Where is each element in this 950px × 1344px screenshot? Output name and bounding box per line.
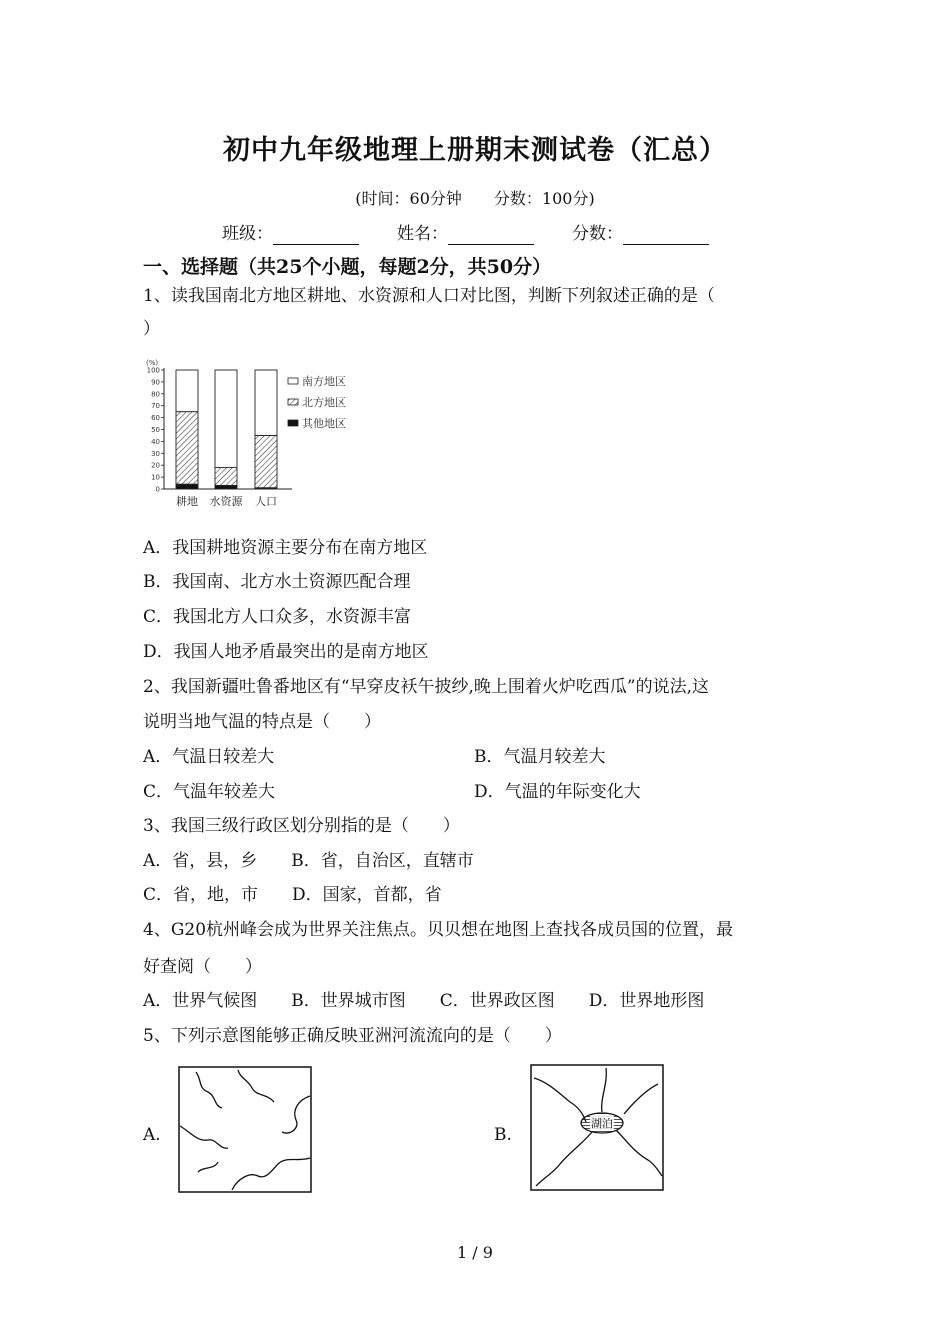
section-title-choice: 一、选择题（共25个小题，每题2分，共50分） <box>143 256 552 278</box>
map-a-river-3 <box>282 1096 310 1133</box>
chart-y-tick-label: 80 <box>151 390 160 399</box>
comparison-bar-chart <box>142 354 372 514</box>
q2-option-c[interactable]: C．气温年较差大 <box>143 782 276 802</box>
chart-svg <box>142 354 372 514</box>
score-blank <box>623 228 709 245</box>
q2-option-d[interactable]: D．气温的年际变化大 <box>474 782 641 802</box>
chart-y-tick-label: 60 <box>151 414 160 423</box>
student-info-fields <box>222 223 709 245</box>
q2-stem-line2: 说明当地气温的特点是（ ） <box>143 712 381 732</box>
page-number: 1 / 9 <box>457 1243 493 1262</box>
q1-stem-line1: 1、读我国南北方地区耕地、水资源和人口对比图，判断下列叙述正确的是（ <box>143 286 715 306</box>
chart-y-tick-label: 10 <box>151 473 160 482</box>
chart-bar-segment <box>215 370 237 468</box>
q4-stem-line2: 好查阅（ ） <box>143 957 262 977</box>
map-a-river-4 <box>180 1126 228 1148</box>
river-map-a[interactable] <box>178 1066 312 1193</box>
chart-legend-label: 南方地区 <box>302 375 346 388</box>
map-a-river-2 <box>238 1070 274 1102</box>
chart-bar-segment <box>215 485 237 489</box>
map-a-river-1 <box>196 1072 222 1108</box>
q5-option-b-label[interactable]: B. <box>494 1125 512 1145</box>
map-b-river-4 <box>536 1132 592 1186</box>
q1-option-c[interactable]: C．我国北方人口众多，水资源丰富 <box>143 607 412 627</box>
chart-bar-segment <box>255 370 277 435</box>
name-blank <box>448 228 534 245</box>
q1-option-a[interactable]: A．我国耕地资源主要分布在南方地区 <box>143 538 428 558</box>
river-map-b[interactable] <box>530 1064 664 1191</box>
name-label: 姓名： <box>397 224 448 244</box>
chart-legend-label: 其他地区 <box>302 417 346 430</box>
chart-legend-label: 北方地区 <box>302 396 346 409</box>
q4-stem-line1: 4、G20杭州峰会成为世界关注焦点。贝贝想在地图上查找各成员国的位置，最 <box>143 920 734 940</box>
chart-legend-swatch <box>288 378 298 384</box>
map-a-river-5 <box>232 1158 310 1190</box>
map-b-river-3 <box>624 1084 658 1114</box>
chart-y-tick-label: 40 <box>151 437 160 446</box>
map-b-river-5 <box>616 1130 662 1176</box>
chart-y-tick-label: 20 <box>151 461 160 470</box>
chart-legend-swatch <box>288 420 298 426</box>
q2-option-b[interactable]: B．气温月较差大 <box>474 747 606 767</box>
map-a-frame <box>179 1067 311 1192</box>
map-b-river-2 <box>602 1068 607 1112</box>
map-b-lake-label: 湖泊 <box>591 1117 613 1130</box>
q3-options-row1[interactable]: A．省，县，乡 B．省，自治区，直辖市 <box>143 851 474 871</box>
q5-stem: 5、下列示意图能够正确反映亚洲河流流向的是（ ） <box>143 1026 562 1046</box>
page-title: 初中九年级地理上册期末测试卷（汇总） <box>223 135 727 166</box>
q1-option-d[interactable]: D．我国人地矛盾最突出的是南方地区 <box>143 642 429 662</box>
river-map-a-svg <box>178 1066 312 1193</box>
map-a-river-6 <box>198 1162 218 1172</box>
q1-stem-line2: ） <box>143 319 160 339</box>
q3-stem: 3、我国三级行政区划分别指的是（ ） <box>143 816 460 836</box>
class-label: 班级： <box>222 224 273 244</box>
q4-options-row[interactable]: A．世界气候图 B．世界城市图 C．世界政区图 D．世界地形图 <box>143 991 705 1011</box>
q1-option-b[interactable]: B．我国南、北方水土资源匹配合理 <box>143 572 411 592</box>
chart-x-tick-label: 水资源 <box>209 495 243 508</box>
score-label: 分数： <box>572 224 623 244</box>
chart-x-tick-label: 人口 <box>255 495 277 508</box>
chart-y-tick-label: 0 <box>155 485 160 494</box>
chart-x-tick-label: 耕地 <box>176 495 198 508</box>
chart-y-tick-label: 90 <box>151 378 160 387</box>
chart-y-tick-label: 100 <box>146 366 160 375</box>
q2-stem-line1: 2、我国新疆吐鲁番地区有“早穿皮袄午披纱,晚上围着火炉吃西瓜”的说法,这 <box>143 677 710 697</box>
chart-legend-swatch <box>288 399 298 405</box>
chart-bar-segment <box>176 484 198 489</box>
river-map-b-svg <box>530 1064 664 1191</box>
chart-y-tick-label: 70 <box>151 402 160 411</box>
q2-option-a[interactable]: A．气温日较差大 <box>143 747 275 767</box>
chart-bar-segment <box>176 370 198 412</box>
exam-time-score: (时间：60分钟 分数：100分) <box>355 189 595 208</box>
class-blank <box>273 228 359 245</box>
chart-bar-segment <box>215 468 237 486</box>
chart-bar-segment <box>255 435 277 487</box>
map-b-river-1 <box>534 1078 586 1122</box>
chart-y-tick-label: 30 <box>151 449 160 458</box>
q5-option-a-label[interactable]: A. <box>143 1125 161 1145</box>
chart-bar-segment <box>176 412 198 485</box>
chart-y-unit: (%) <box>146 359 159 367</box>
chart-y-tick-label: 50 <box>151 426 160 434</box>
q3-options-row2[interactable]: C．省，地，市 D．国家，首都，省 <box>143 885 442 905</box>
